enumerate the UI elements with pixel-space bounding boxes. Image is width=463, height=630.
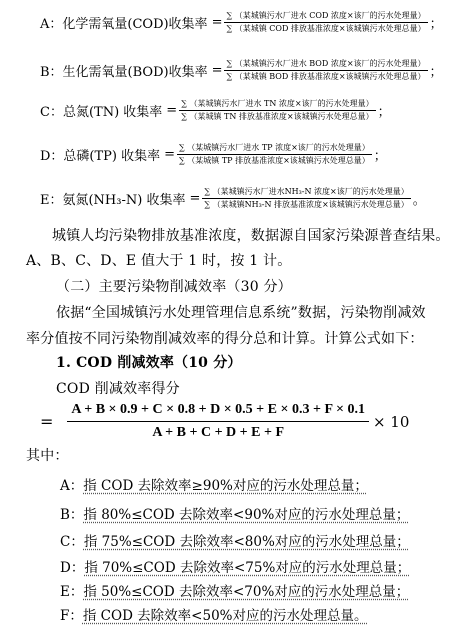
paragraph-value-cap: A、B、C、D、E 值大于 1 时，按 1 计。 — [26, 253, 292, 269]
formula-b — [40, 50, 443, 90]
definition-e — [60, 580, 409, 600]
subheading-cod-reduction: 1. COD 削减效率（10 分） — [56, 355, 242, 371]
definition-c-text: 指 75%≤COD 去除效率<80%对应的污水处理总量； — [83, 534, 410, 550]
formula-a-denominator: ∑ （某城镇 COD 排放基准浓度×该城镇污水处理总量） — [226, 23, 426, 33]
formula-b-equals: = — [211, 62, 223, 78]
formula-e-numerator: ∑ （某城镇污水厂进水NH₃-N 浓度×该厂的污水处理量） — [204, 186, 409, 196]
paragraph-data-source: 依据“全国城镇污水处理管理信息系统”数据，污染物削减效 — [56, 305, 426, 321]
formula-e-suffix: 。 — [412, 193, 426, 208]
formula-a-equals: = — [211, 14, 223, 30]
formula-e-fraction — [202, 188, 410, 209]
formula-a-suffix: ； — [429, 17, 443, 32]
formula-d — [40, 134, 387, 174]
definition-d-key: D： — [60, 560, 85, 576]
cod-formula-equals: = — [40, 412, 54, 431]
formula-c — [40, 90, 391, 130]
section-heading-reduction-efficiency: （二）主要污染物削减效率（30 分） — [56, 279, 292, 295]
definition-a — [60, 474, 368, 494]
paragraph-calculation-intro: 率分值按不同污染物削减效率的得分总和计算。计算公式如下： — [26, 331, 424, 347]
definition-e-key: E： — [60, 584, 84, 600]
formula-d-denominator: ∑ （某城镇 TP 排放基准浓度×该城镇污水处理总量） — [179, 155, 370, 165]
formula-d-label: D：总磷(TP) 收集率 — [40, 148, 161, 164]
definition-c-key: C： — [60, 534, 84, 550]
formula-d-numerator: ∑ （某城镇污水厂进水 TP 浓度×该厂的污水处理量） — [179, 142, 370, 152]
definition-b-key: B： — [60, 507, 84, 523]
formula-b-suffix: ； — [429, 65, 443, 80]
definition-f-text: 指 COD 去除效率<50%对应的污水处理总量。 — [82, 608, 368, 624]
definition-b — [60, 503, 409, 523]
formula-c-numerator: ∑ （某城镇污水厂进水 TN 浓度×该厂的污水处理量） — [181, 98, 374, 108]
definition-b-text: 指 80%≤COD 去除效率<90%对应的污水处理总量； — [83, 507, 410, 523]
definition-e-text: 指 50%≤COD 去除效率<70%对应的污水处理总量； — [83, 584, 410, 600]
formula-a-label: A：化学需氧量(COD)收集率 — [40, 16, 208, 32]
cod-score-label: COD 削减效率得分 — [56, 381, 180, 397]
formula-c-label: C：总氮(TN) 收集率 — [40, 104, 163, 120]
formula-c-fraction — [179, 100, 375, 121]
formula-e — [40, 178, 426, 218]
formula-c-suffix: ； — [377, 105, 391, 120]
formula-a — [40, 2, 443, 42]
definition-a-key: A： — [60, 478, 84, 494]
formula-d-suffix: ； — [373, 149, 387, 164]
formula-a-numerator: ∑ （某城镇污水厂进水 COD 浓度×该厂的污水处理量） — [226, 10, 426, 20]
formula-d-equals: = — [164, 146, 176, 162]
cod-formula-numerator: A + B × 0.9 + C × 0.8 + D × 0.5 + E × 0.3 + F × 0.1 — [71, 402, 365, 417]
definition-c — [60, 530, 410, 550]
formula-b-label: B：生化需氧量(BOD)收集率 — [40, 64, 208, 80]
formula-b-denominator: ∑ （某城镇 BOD 排放基准浓度×该城镇污水处理总量） — [226, 71, 426, 81]
formula-a-fraction — [224, 12, 427, 33]
where-label: 其中： — [26, 448, 69, 464]
formula-c-equals: = — [166, 102, 178, 118]
paragraph-baseline-concentration: 城镇人均污染物排放基准浓度，数据源自国家污染源普查结果。 — [52, 228, 450, 244]
cod-formula-denominator: A + B + C + D + E + F — [152, 425, 285, 440]
cod-formula-fraction — [67, 402, 369, 441]
cod-score-formula — [40, 402, 409, 441]
formula-b-numerator: ∑ （某城镇污水厂进水 BOD 浓度×该厂的污水处理量） — [226, 58, 426, 68]
definition-d-text: 指 70%≤COD 去除效率<75%对应的污水处理总量； — [84, 560, 411, 576]
formula-e-label: E：氨氮(NH₃-N) 收集率 — [40, 192, 186, 208]
cod-formula-multiplier: × 10 — [372, 412, 410, 431]
formula-d-fraction — [177, 144, 372, 165]
definition-f — [60, 604, 368, 624]
definition-f-key: F： — [60, 608, 83, 624]
definition-a-text: 指 COD 去除效率≥90%对应的污水处理总量； — [83, 478, 368, 494]
definition-d — [60, 556, 410, 576]
formula-b-fraction — [224, 60, 427, 81]
formula-c-denominator: ∑ （某城镇 TN 排放基准浓度×该城镇污水处理总量） — [181, 111, 374, 121]
formula-e-denominator: ∑ （某城镇NH₃-N 排放基准浓度×该城镇污水处理总量） — [204, 199, 409, 209]
formula-e-equals: = — [189, 190, 201, 206]
